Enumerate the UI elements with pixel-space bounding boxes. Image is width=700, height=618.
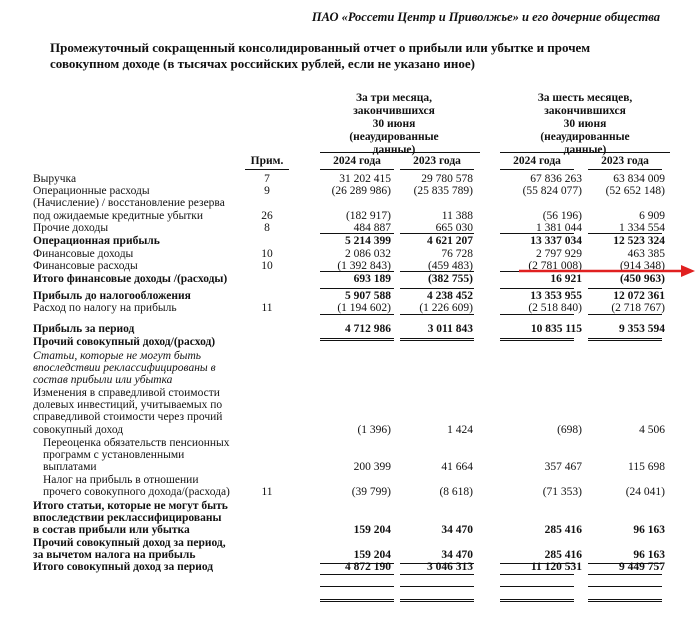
report-title — [50, 40, 650, 72]
row-label: Операционные расходы — [33, 185, 150, 197]
header-underline — [500, 169, 574, 170]
row-value-h1-2024: 285 416 — [544, 549, 582, 561]
period-header-six-months — [514, 92, 656, 157]
row-label: Расход по налогу на прибыль — [33, 302, 177, 314]
row-label: Прибыль до налогообложения — [33, 290, 191, 302]
total-rule — [400, 586, 474, 587]
report-title-line-2: совокупном доходе (в тысячах российских рублей, если не указано иное) — [50, 56, 475, 71]
total-rule — [500, 314, 574, 315]
row-value-h1-2024: 13 337 034 — [530, 235, 582, 247]
header-col-1: 2024 года — [333, 155, 381, 167]
row-value-h1-2023: 4 506 — [639, 424, 665, 436]
total-rule — [320, 271, 394, 272]
row-value-q2-2023: 34 470 — [441, 524, 473, 536]
row-note: 10 — [261, 260, 273, 272]
total-rule — [500, 574, 574, 575]
row-value-h1-2023: 9 449 757 — [619, 561, 665, 573]
row-value-q2-2023: 4 238 452 — [427, 290, 473, 302]
row-value-q2-2024: (26 289 986) — [331, 185, 391, 197]
total-rule — [400, 233, 474, 234]
row-value-q2-2023: 3 011 843 — [427, 323, 473, 335]
row-value-h1-2024: 10 835 115 — [530, 323, 582, 335]
row-label: в состав прибыли или убытка — [33, 524, 190, 536]
row-note: 10 — [261, 248, 273, 260]
row-value-h1-2024: (698) — [557, 424, 582, 436]
red-arrow-icon — [519, 265, 695, 277]
row-value-q2-2024: (39 799) — [351, 486, 391, 498]
row-value-h1-2024: (56 196) — [542, 210, 582, 222]
row-value-q2-2024: 159 204 — [353, 549, 391, 561]
period-header-line: За три месяца, — [355, 92, 433, 104]
row-value-q2-2024: (1 396) — [357, 424, 391, 436]
header-underline — [245, 169, 289, 170]
total-rule — [588, 563, 662, 564]
row-label: долевых инвестиций, учитываемых по — [33, 399, 223, 411]
total-rule — [400, 288, 474, 289]
period-underline — [320, 152, 480, 153]
row-value-q2-2023: 41 664 — [441, 461, 473, 473]
row-label: Прочий совокупный доход/(расход) — [33, 336, 216, 348]
total-rule — [400, 563, 474, 564]
row-value-h1-2024: (2 518 840) — [528, 302, 582, 314]
row-value-h1-2023: 63 834 009 — [613, 173, 665, 185]
period-header-line: 30 июня — [372, 118, 416, 130]
row-note: 11 — [261, 302, 273, 314]
row-value-q2-2024: 4 712 986 — [345, 323, 391, 335]
row-value-q2-2024: 484 887 — [353, 222, 391, 234]
period-header-line: (неаудированные — [349, 131, 439, 143]
row-value-h1-2024: (2 781 008) — [528, 260, 582, 272]
period-header-line: данные) — [372, 144, 416, 156]
row-value-h1-2023: 115 698 — [628, 461, 665, 473]
period-header-line: закончившихся — [544, 105, 626, 117]
total-rule — [320, 233, 394, 234]
row-label: (Начисление) / восстановление резерва — [33, 197, 225, 209]
row-note: 9 — [264, 185, 270, 197]
row-label: Итого совокупный доход за период — [33, 561, 214, 573]
row-value-h1-2023: 463 385 — [627, 248, 665, 260]
period-header-line: 30 июня — [563, 118, 607, 130]
header-underline — [320, 169, 394, 170]
total-rule — [500, 233, 574, 234]
row-value-q2-2024: 159 204 — [353, 524, 391, 536]
row-note: 26 — [261, 210, 273, 222]
row-value-h1-2024: 13 353 955 — [530, 290, 582, 302]
total-rule — [588, 233, 662, 234]
row-label: Прочий совокупный доход за период, — [33, 537, 226, 549]
row-value-q2-2023: (382 755) — [427, 273, 473, 285]
total-rule — [500, 288, 574, 289]
row-value-q2-2023: 11 388 — [441, 210, 473, 222]
row-value-q2-2024: 693 189 — [353, 273, 391, 285]
row-value-q2-2024: (1 392 843) — [337, 260, 391, 272]
row-value-h1-2023: (914 348) — [619, 260, 665, 272]
header-col-3: 2024 года — [513, 155, 561, 167]
row-value-h1-2024: 16 921 — [550, 273, 582, 285]
total-rule — [400, 574, 474, 575]
row-value-q2-2024: 5 214 399 — [345, 235, 391, 247]
total-rule — [588, 314, 662, 315]
row-value-h1-2024: (71 353) — [542, 486, 582, 498]
row-note: 8 — [264, 222, 270, 234]
period-header-line: данные) — [563, 144, 607, 156]
row-label: Изменения в справедливой стоимости — [33, 387, 220, 399]
row-value-q2-2024: 31 202 415 — [339, 173, 391, 185]
header-underline — [588, 169, 662, 170]
header-underline — [400, 169, 474, 170]
row-note: 7 — [264, 173, 270, 185]
total-rule — [588, 574, 662, 575]
row-label: впоследствии реклассифицированы в — [33, 362, 216, 374]
row-label: Переоценка обязательств пенсионных — [43, 437, 230, 449]
row-label: справедливой стоимости через прочий — [33, 411, 223, 423]
row-value-h1-2023: 6 909 — [639, 210, 665, 222]
row-label: совокупный доход — [33, 424, 124, 436]
row-value-q2-2024: 200 399 — [353, 461, 391, 473]
period-underline — [500, 152, 670, 153]
row-value-q2-2024: 5 907 588 — [345, 290, 391, 302]
total-rule — [400, 271, 474, 272]
total-rule — [320, 314, 394, 315]
header-col-2: 2023 года — [413, 155, 461, 167]
row-value-h1-2024: 2 797 929 — [536, 248, 582, 260]
row-label: состав прибыли или убытка — [33, 374, 173, 386]
row-value-h1-2023: (2 718 767) — [611, 302, 665, 314]
row-value-q2-2023: 1 424 — [447, 424, 473, 436]
row-value-q2-2024: 4 872 190 — [345, 561, 391, 573]
row-value-q2-2023: 76 728 — [441, 248, 473, 260]
row-value-h1-2023: (52 652 148) — [605, 185, 665, 197]
row-value-q2-2024: (182 917) — [345, 210, 391, 222]
header-col-4: 2023 года — [601, 155, 649, 167]
row-label: Выручка — [33, 173, 77, 185]
row-value-h1-2023: 12 072 361 — [613, 290, 665, 302]
total-rule — [588, 599, 662, 602]
row-value-q2-2023: (25 835 789) — [413, 185, 473, 197]
row-value-h1-2024: 357 467 — [544, 461, 582, 473]
period-header-line: (неаудированные — [540, 131, 630, 143]
row-label: Итого финансовые доходы /(расходы) — [33, 273, 228, 285]
row-label: Налог на прибыль в отношении — [43, 474, 199, 486]
row-value-h1-2023: 9 353 594 — [619, 323, 665, 335]
total-rule — [500, 599, 574, 602]
row-label: прочего совокупного дохода/(расхода) — [43, 486, 230, 498]
total-rule — [588, 288, 662, 289]
report-title-line-1: Промежуточный сокращенный консолидированный отчет о прибыли или убытке и прочем — [50, 40, 591, 55]
row-label: Операционная прибыль — [33, 235, 160, 247]
row-note: 11 — [261, 486, 273, 498]
period-header-line: За шесть месяцев, — [537, 92, 633, 104]
total-rule — [320, 574, 394, 575]
row-label: Финансовые доходы — [33, 248, 134, 260]
row-label: Статьи, которые не могут быть — [33, 350, 201, 362]
row-value-q2-2024: 2 086 032 — [345, 248, 391, 260]
row-value-h1-2023: 96 163 — [633, 524, 665, 536]
row-value-h1-2024: (55 824 077) — [522, 185, 582, 197]
total-rule — [588, 586, 662, 587]
total-rule — [588, 338, 662, 341]
row-value-h1-2024: 67 836 263 — [530, 173, 582, 185]
row-value-h1-2024: 11 120 531 — [530, 561, 582, 573]
total-rule — [500, 563, 574, 564]
row-value-h1-2024: 285 416 — [544, 524, 582, 536]
row-label: за вычетом налога на прибыль — [33, 549, 196, 561]
total-rule — [320, 338, 394, 341]
row-label: программ с установленными — [43, 449, 185, 461]
total-rule — [320, 563, 394, 564]
company-name: ПАО «Россети Центр и Приволжье» и его дочерние общества — [311, 10, 660, 24]
row-value-q2-2023: 665 030 — [435, 222, 473, 234]
row-label: под ожидаемые кредитные убытки — [33, 210, 204, 222]
row-label: Прочие доходы — [33, 222, 109, 234]
total-rule — [400, 338, 474, 341]
row-value-q2-2023: (1 226 609) — [419, 302, 473, 314]
total-rule — [400, 599, 474, 602]
row-value-q2-2023: (459 483) — [427, 260, 473, 272]
row-label: Прибыль за период — [33, 323, 135, 335]
row-value-q2-2024: (1 194 602) — [337, 302, 391, 314]
row-value-h1-2023: (450 963) — [619, 273, 665, 285]
total-rule — [320, 599, 394, 602]
period-header-three-months — [332, 92, 456, 157]
row-value-q2-2023: 34 470 — [441, 549, 473, 561]
period-header-line: закончившихся — [353, 105, 435, 117]
total-rule — [320, 288, 394, 289]
row-value-q2-2023: 3 046 313 — [427, 561, 473, 573]
total-rule — [400, 314, 474, 315]
row-label: Финансовые расходы — [33, 260, 138, 272]
row-value-h1-2023: (24 041) — [625, 486, 665, 498]
row-value-h1-2023: 1 334 554 — [619, 222, 665, 234]
row-value-q2-2023: 4 621 207 — [427, 235, 473, 247]
row-label: Итого статьи, которые не могут быть — [33, 500, 228, 512]
row-label: впоследствии реклассифицированы — [33, 512, 222, 524]
row-value-h1-2023: 96 163 — [633, 549, 665, 561]
total-rule — [500, 338, 574, 341]
row-label: выплатами — [43, 461, 97, 473]
total-rule — [500, 586, 574, 587]
row-value-h1-2023: 12 523 324 — [613, 235, 665, 247]
row-value-q2-2023: 29 780 578 — [421, 173, 473, 185]
header-note: Прим. — [250, 155, 284, 167]
total-rule — [320, 586, 394, 587]
row-value-h1-2024: 1 381 044 — [536, 222, 582, 234]
row-value-q2-2023: (8 618) — [439, 486, 473, 498]
